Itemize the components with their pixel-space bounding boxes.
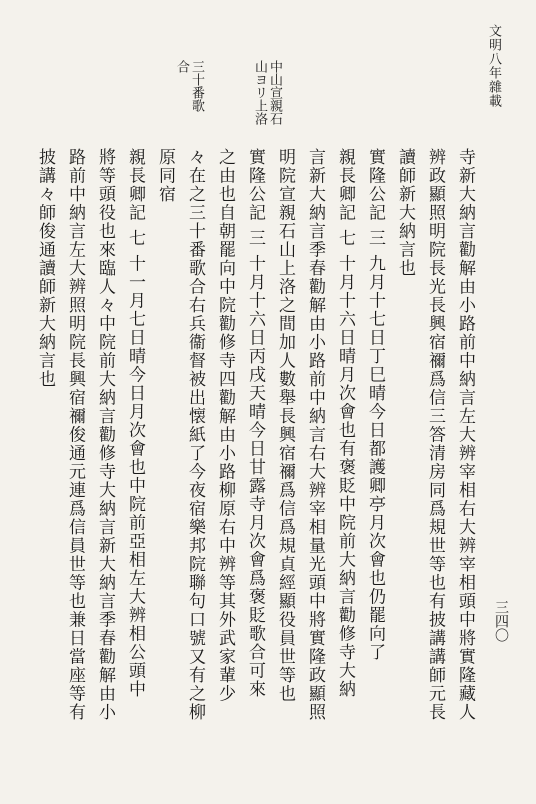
text-column: 々在之三十番歌合右兵衞督被出懐紙了今夜宿樂邦院聯句口號又有之柳 xyxy=(185,148,205,722)
text-column: 明院宣親石山上洛之間加人數舉長興宿禰爲信爲規貞經顯役員世等也 xyxy=(275,148,295,703)
text-column: 之由也自朝罷向中院勸修寺四勸解由小路柳原右中辨等其外武家輩少 xyxy=(215,148,235,703)
text-column: 披講々師俊通讀師新大納言也 xyxy=(35,148,55,389)
page-number: 三四〇 xyxy=(493,600,509,642)
text-column: 實隆公記 三 十月十六日丙戌天晴今日甘露寺月次會爲褒貶歌合可來 xyxy=(245,148,265,699)
text-column: 辨政顯照明院長光長興宿禰爲信三答清房同爲規世等也有披講講師元長 xyxy=(425,148,445,722)
text-column: 親長卿記 七 十一月七日晴今日月次會也中院前亞相左大辨相公頭中 xyxy=(125,148,145,699)
marginal-note: 三十番歌合 xyxy=(174,60,204,112)
text-column: 寺新大納言勸解由小路前中納言左大辨宰相右大辨宰相頭中將實隆藏人 xyxy=(455,148,475,722)
text-column: 路前中納言左大辨照明院長興宿禰俊通元連爲信員世等也兼日當座等有 xyxy=(65,148,85,722)
text-column: 實隆公記 三 九月十七日丁巳晴今日都護卿亭月次會也仍罷向了 xyxy=(365,148,385,662)
running-header: 文明八年雜載 xyxy=(486,24,501,108)
text-column: 讀師新大納言也 xyxy=(395,148,415,278)
marginal-note: 中山宣親石山ヨリ上洛 xyxy=(252,60,282,125)
text-column: 原同宿 xyxy=(155,148,175,204)
text-column: 將等頭役也來臨人々中院前大納言勸修寺大納言新大納言季春勸解由小 xyxy=(95,148,115,722)
text-column: 親長卿記 七 十月十六日晴月次會也有褒貶中院前大納言勸修寺大納 xyxy=(335,148,355,699)
text-column: 言新大納言季春勸解由小路前中納言右大辨宰相量光頭中將實隆政顯照 xyxy=(305,148,325,722)
